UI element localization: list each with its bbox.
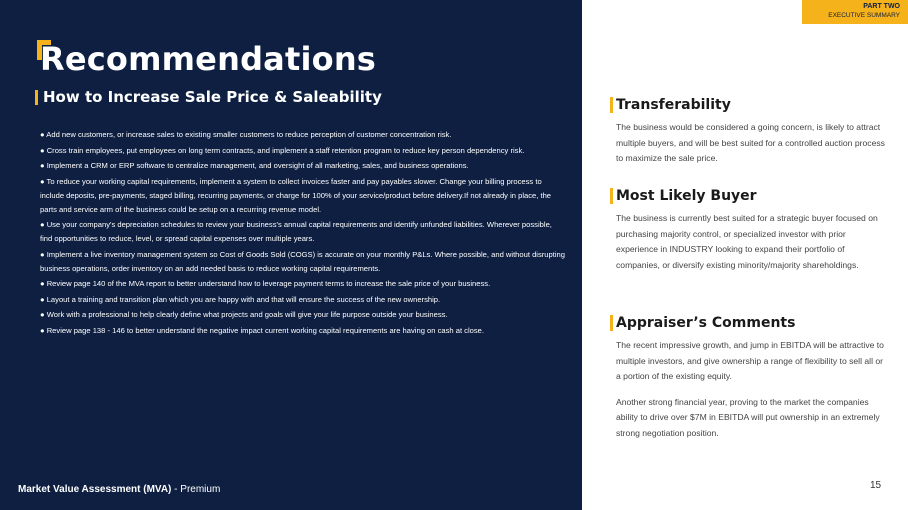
part-label: PART TWO (863, 3, 900, 10)
subtitle-accent-bar (35, 90, 38, 105)
appraiser-comments-section (610, 312, 890, 441)
part-badge (802, 0, 908, 24)
list-item: ● Layout a training and transition plan which you are happy with and that will ensure the success of the new ownership. (40, 294, 441, 304)
list-item: ● Review page 140 of the MVA report to better understand how to leverage payment terms to increase the sale price of your business. (40, 279, 491, 288)
footer-report-name (18, 484, 220, 495)
list-item: ● Add new customers, or increase sales to existing smaller customers to reduce perception of customer concentration risk. (40, 130, 452, 139)
transferability-heading: Transferability (616, 97, 731, 113)
list-item: ● Implement a live inventory management system so Cost of Goods Sold (COGS) is accurate on your monthly P&Ls. Where possible, and without disrupting business operations, order inventory on an add needed basis to reduce working capital requirements. (40, 249, 565, 273)
list-item: ● To reduce your working capital requirements, implement a system to collect invoices faster and pay payables slower. Change your billing process to include deposits, pre-payments, staged billing, recurring payments, or charge for 100% of your service/product before delivery.If not already in place, the parts and service arm of the business could be setup on a recurring revenue model. (40, 176, 552, 214)
right-panel (582, 0, 908, 510)
most-likely-buyer-text: The business is currently best suited for a strategic buyer focused on purchasing majority control, or specialized investor with prior experience in INDUSTRY looking to expand their portfolio of companies, or diversify existing minority/majority shareholdings. (616, 213, 878, 270)
appraiser-comments-heading: Appraiser’s Comments (616, 315, 796, 331)
transferability-section (610, 94, 890, 167)
section-accent-bar (610, 188, 613, 204)
appraiser-comments-text-1: The recent impressive growth, and jump in EBITDA will be attractive to multiple investors, and give ownership a range of flexibility to sell all or a portion of the existing equity. (616, 340, 884, 381)
most-likely-buyer-section (610, 185, 890, 273)
page-subtitle: How to Increase Sale Price & Saleability (43, 88, 382, 106)
list-item: ● Cross train employees, put employees on long term contracts, and implement a staff retention program to reduce key person dependency risk. (40, 145, 525, 155)
page-title: Recommendations (40, 40, 377, 78)
transferability-text: The business would be considered a going concern, is likely to attract multiple buyers, and will be best suited for a controlled auction process to maximize the sale price. (616, 122, 885, 163)
list-item: ● Review page 138 - 146 to better understand the negative impact current working capital requirements are having on cash at close. (40, 325, 485, 335)
list-item: ● Use your company's depreciation schedules to review your business's annual capital requirements and identify unfunded liabilities. Wherever possible, find opportunities to reduce, level, or spread capital expenses over multiple years. (40, 220, 552, 243)
footer-report-title: Market Value Assessment (MVA) (18, 484, 172, 495)
recommendations-list (40, 128, 565, 339)
page-number: 15 (870, 480, 882, 491)
section-accent-bar (610, 97, 613, 113)
appraiser-comments-text-2: Another strong financial year, proving to the market the companies ability to drive over $7M in EBITDA will put ownership in an extremely strong negotiation position. (616, 396, 880, 438)
most-likely-buyer-heading: Most Likely Buyer (616, 188, 757, 204)
list-item: ● Work with a professional to help clearly define what projects and goals will give your life purpose outside your business. (40, 310, 448, 319)
part-name: EXECUTIVE SUMMARY (828, 12, 900, 19)
list-item: ● Implement a CRM or ERP software to centralize management, and oversight of all marketing, sales, and business operations. (40, 161, 469, 170)
footer-tier: - Premium (171, 484, 221, 495)
section-accent-bar (610, 315, 613, 331)
